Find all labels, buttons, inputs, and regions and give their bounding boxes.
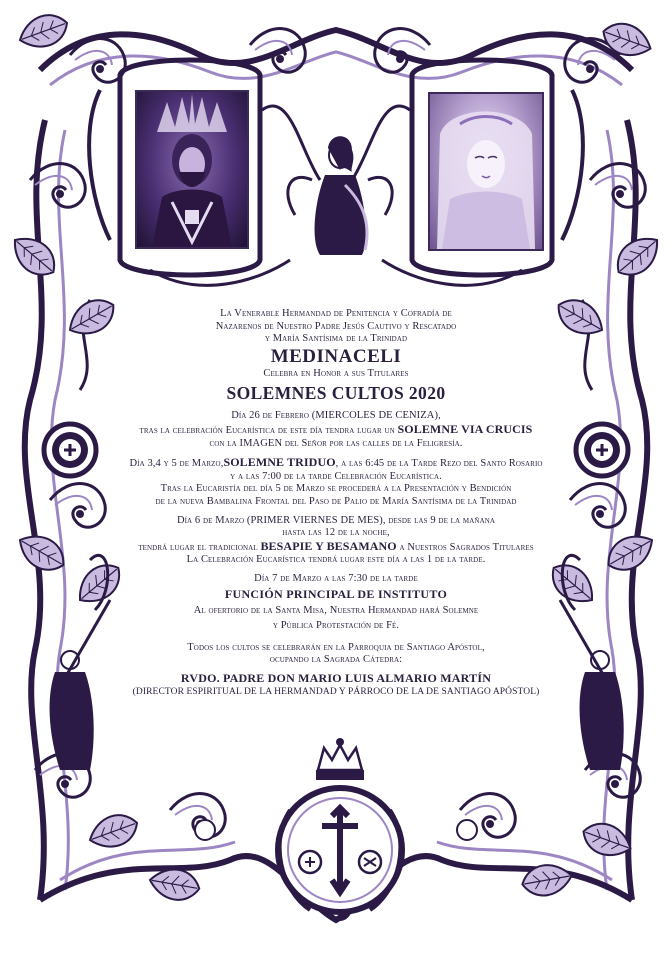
left-angel bbox=[50, 600, 110, 770]
jesus-cautivo-image bbox=[135, 90, 249, 249]
brotherhood-title: MEDINACELI bbox=[270, 345, 402, 367]
protestacion-line-1: Al ofertorio de la Santa Misa, Nuestra Hermandad hará Solemne bbox=[193, 604, 479, 616]
besamano-hours: hasta las 12 de la noche, bbox=[282, 527, 390, 539]
protestacion-line-2: y Pública Protestación de Fé. bbox=[272, 620, 400, 632]
main-title: SOLEMNES CULTOS 2020 bbox=[226, 383, 446, 404]
virgen-trinidad-image bbox=[428, 92, 544, 251]
bambalina-line-1: Tras la Eucaristía del día 5 de Marzo se procederá a la Presentación y Bendición bbox=[160, 483, 512, 495]
triduo-mass: y a las 7:00 de la tarde Celebración Eucarística. bbox=[230, 470, 442, 482]
besamano-mass: La Celebración Eucarística tendrá lugar este día a las 1 de la tarde. bbox=[186, 554, 486, 566]
via-crucis-date: Día 26 de Febrero (MIERCOLES DE CENIZA), bbox=[231, 410, 441, 422]
honor-subtitle: Celebra en Honor a sus Titulares bbox=[263, 367, 409, 379]
preacher-name: RVDO. PADRE DON MARIO LUIS ALMARIO MARTÍN bbox=[180, 670, 492, 685]
brotherhood-name-line-3: y María Santísima de la Trinidad bbox=[264, 333, 408, 345]
brotherhood-name-line-2: Nazarenos de Nuestro Padre Jesús Cautivo y Rescatado bbox=[215, 320, 457, 332]
brotherhood-name-line-1: La Venerable Hermandad de Penitencia y Cofradía de bbox=[220, 308, 452, 319]
preacher-role: (DIRECTOR ESPIRITUAL DE LA HERMANDAD Y PÁRROCO DE LA DE SANTIAGO APÓSTOL) bbox=[132, 686, 540, 697]
funcion-date: Día 7 de Marzo a las 7:30 de la tarde bbox=[254, 572, 418, 584]
funcion-heading: FUNCIÓN PRINCIPAL DE INSTITUTO bbox=[224, 586, 448, 601]
besamano-description: tendrá lugar el tradicional BESAPIE Y BESAMANO a Nuestros Sagrados Titulares bbox=[138, 538, 534, 553]
via-crucis-route: con la IMAGEN del Señor por las calles de la Feligresía. bbox=[209, 437, 463, 449]
bambalina-line-2: de la nueva Bambalina Frontal del Paso de Palio de María Santísima de la Trinidad bbox=[155, 495, 517, 507]
triduo-line: Día 3,4 y 5 de Marzo,SOLEMNE TRIDUO, a las 6:45 de la Tarde Rezo del Santo Rosario bbox=[129, 455, 543, 470]
crest-emblem bbox=[278, 738, 402, 920]
via-crucis-description: tras la celebración Eucarística de este día tendra lugar un SOLEMNE VIA CRUCIS bbox=[139, 421, 533, 436]
venue-line: Todos los cultos se celebrarán en la Parroquia de Santiago Apóstol, bbox=[187, 641, 485, 653]
besamano-date: Día 6 de Marzo (PRIMER VIERNES DE MES), desde las 9 de la mañana bbox=[176, 514, 496, 526]
angel-figure bbox=[288, 136, 392, 255]
cults-announcement bbox=[105, 308, 567, 698]
right-angel bbox=[560, 600, 624, 770]
catedra-line: ocupando la Sagrada Cátedra: bbox=[269, 654, 403, 666]
